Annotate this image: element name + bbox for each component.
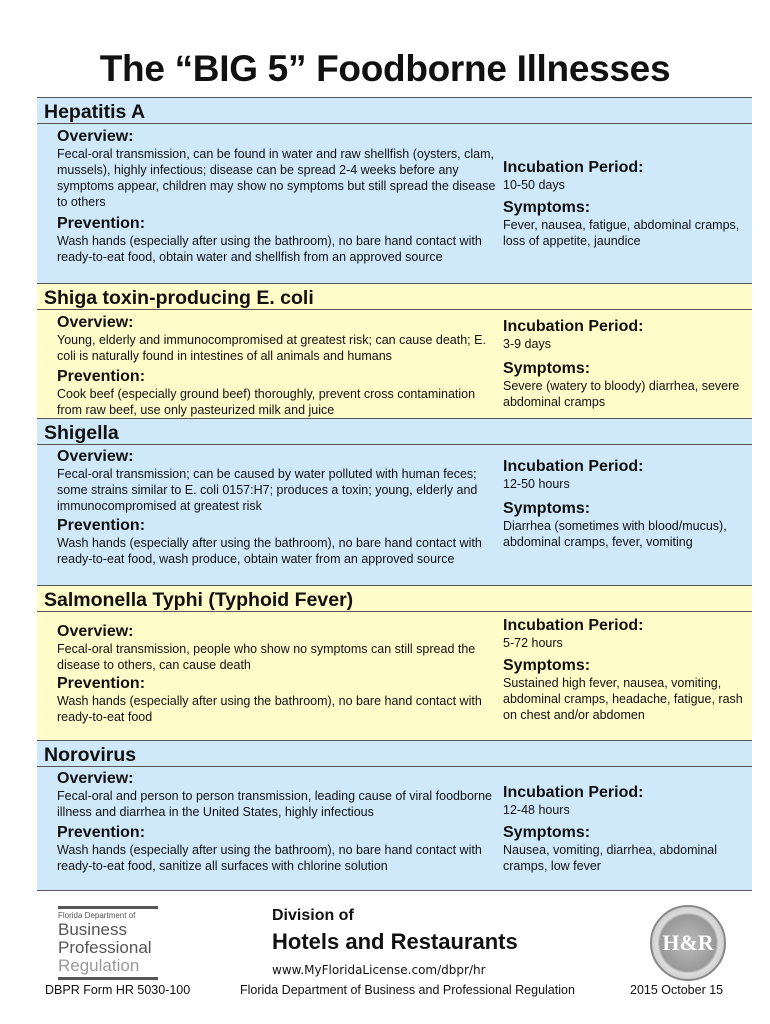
overview-block — [57, 622, 497, 673]
symptoms-block — [503, 656, 748, 723]
incubation-text: 10-50 days — [503, 178, 565, 192]
illness-name: Norovirus — [37, 741, 752, 767]
overview-text: Young, elderly and immunocompromised at greatest risk; can cause death; E. coli is naturally found in intestines of all animals and humans — [57, 333, 486, 363]
overview-heading: Overview: — [57, 770, 134, 787]
prevention-heading: Prevention: — [57, 215, 146, 232]
overview-block — [57, 127, 497, 210]
prevention-text: Wash hands (especially after using the bathroom), no bare hand contact with ready-to-eat food, sanitize all surfaces with chlorine solution — [57, 843, 482, 873]
prevention-text: Wash hands (especially after using the bathroom), no bare hand contact with ready-to-eat food, obtain water and shellfish from an approved source — [57, 234, 482, 264]
symptoms-text: Sustained high fever, nausea, vomiting, abdominal cramps, headache, fatigue, rash on chest and/or abdomen — [503, 676, 743, 722]
overview-text: Fecal-oral and person to person transmission, leading cause of viral foodborne illness and diarrhea in the United States, highly infectious — [57, 789, 492, 819]
symptoms-text: Diarrhea (sometimes with blood/mucus), abdominal cramps, fever, vomiting — [503, 519, 727, 549]
form-number: DBPR Form HR 5030-100 — [45, 983, 191, 997]
illness-section — [37, 283, 752, 418]
overview-text: Fecal-oral transmission, can be found in water and raw shellfish (oysters, clam, mussels), highly infectious; disease can be spread 2-4 weeks before any symptoms appear, children may show no symptoms but still spread the disease to others — [57, 147, 496, 209]
prevention-heading: Prevention: — [57, 368, 146, 385]
incubation-block — [503, 783, 748, 818]
website-url[interactable]: www.MyFloridaLicense.com/dbpr/hr — [272, 963, 486, 977]
division-of: Division of — [272, 907, 354, 924]
overview-heading: Overview: — [57, 448, 134, 465]
overview-block — [57, 447, 497, 514]
hr-seal: H&R — [650, 905, 726, 981]
incubation-heading: Incubation Period: — [503, 458, 644, 475]
incubation-heading: Incubation Period: — [503, 784, 644, 801]
prevention-block — [57, 214, 497, 265]
incubation-text: 3-9 days — [503, 337, 551, 351]
prevention-heading: Prevention: — [57, 517, 146, 534]
symptoms-heading: Symptoms: — [503, 824, 591, 841]
symptoms-text: Severe (watery to bloody) diarrhea, severe abdominal cramps — [503, 379, 740, 409]
prevention-block — [57, 367, 497, 418]
incubation-block — [503, 457, 748, 492]
symptoms-block — [503, 359, 748, 410]
page-title: The “BIG 5” Foodborne Illnesses — [99, 48, 671, 89]
incubation-block — [503, 317, 748, 352]
overview-heading: Overview: — [57, 128, 134, 145]
incubation-text: 12-48 hours — [503, 803, 570, 817]
illness-name: Salmonella Typhi (Typhoid Fever) — [37, 586, 752, 612]
date: 2015 October 15 — [630, 983, 724, 997]
symptoms-heading: Symptoms: — [503, 500, 591, 517]
incubation-block — [503, 616, 748, 651]
illness-name: Hepatitis A — [37, 98, 752, 124]
prevention-block — [57, 823, 497, 874]
prevention-text: Wash hands (especially after using the bathroom), no bare hand contact with ready-to-eat food — [57, 694, 482, 724]
symptoms-text: Nausea, vomiting, diarrhea, abdominal cramps, low fever — [503, 843, 718, 873]
prevention-heading: Prevention: — [57, 675, 146, 692]
symptoms-heading: Symptoms: — [503, 199, 591, 216]
overview-block — [57, 769, 497, 820]
symptoms-heading: Symptoms: — [503, 657, 591, 674]
division-name: Hotels and Restaurants — [272, 929, 518, 954]
prevention-block — [57, 516, 497, 567]
overview-block — [57, 313, 497, 364]
incubation-heading: Incubation Period: — [503, 318, 644, 335]
department-name: Florida Department of Business and Professional Regulation — [240, 983, 575, 997]
prevention-heading: Prevention: — [57, 824, 146, 841]
incubation-text: 12-50 hours — [503, 477, 570, 491]
illness-name: Shiga toxin-producing E. coli — [37, 284, 752, 310]
illness-name: Shigella — [37, 419, 752, 445]
overview-text: Fecal-oral transmission; can be caused by water polluted with human feces; some strains similar to E. coli 0157:H7; produces a toxin; young, elderly and immunocompromised at greatest risk — [57, 467, 478, 513]
prevention-text: Cook beef (especially ground beef) thoroughly, prevent cross contamination from raw beef, use only pasteurized milk and juice — [57, 387, 476, 417]
symptoms-block — [503, 823, 748, 874]
incubation-text: 5-72 hours — [503, 636, 563, 650]
prevention-block — [57, 674, 497, 725]
symptoms-text: Fever, nausea, fatigue, abdominal cramps, loss of appetite, jaundice — [503, 218, 740, 248]
overview-heading: Overview: — [57, 314, 134, 331]
illness-section — [37, 97, 752, 283]
incubation-heading: Incubation Period: — [503, 159, 644, 176]
divider — [37, 890, 752, 891]
overview-text: Fecal-oral transmission, people who show no symptoms can still spread the disease to others, can cause death — [57, 642, 476, 672]
prevention-text: Wash hands (especially after using the bathroom), no bare hand contact with ready-to-eat food, wash produce, obtain water from an approved source — [57, 536, 482, 566]
division-block — [272, 907, 518, 977]
illness-section — [37, 418, 752, 585]
symptoms-block — [503, 499, 748, 550]
dbpr-logo: Florida Department of Business Professional Regulation — [58, 904, 158, 982]
symptoms-block — [503, 198, 748, 249]
illness-section — [37, 585, 752, 740]
overview-heading: Overview: — [57, 623, 134, 640]
illness-section — [37, 740, 752, 890]
incubation-heading: Incubation Period: — [503, 617, 644, 634]
symptoms-heading: Symptoms: — [503, 360, 591, 377]
incubation-block — [503, 158, 748, 193]
